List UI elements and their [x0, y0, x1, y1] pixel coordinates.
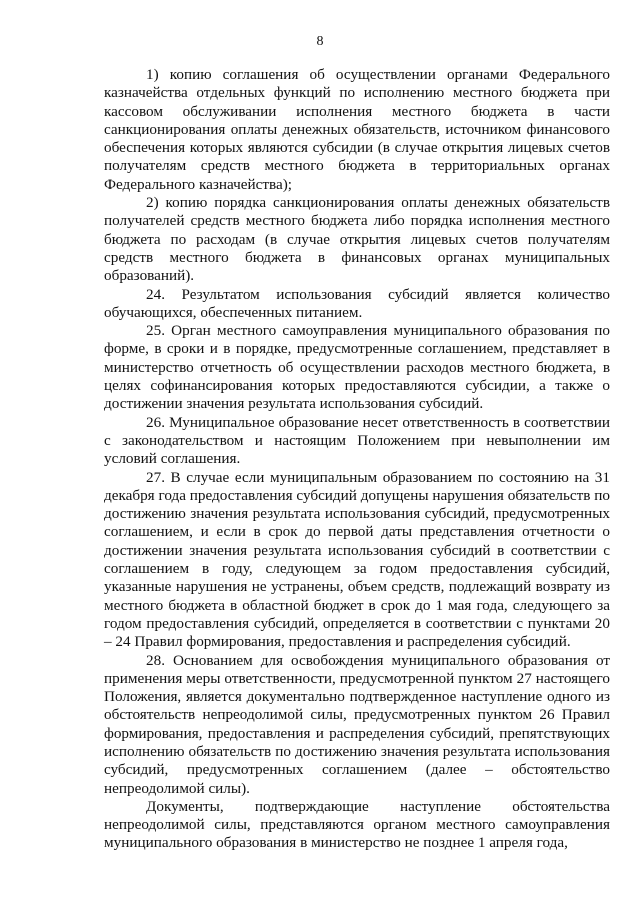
paragraph-27-violations: 27. В случае если муниципальным образованием по состоянию на 31 декабря года предоставления субсидий допущены нарушения обязательств по достижению значения результата использования субсидий, предусмотренных соглашением, и если в срок до первой даты представления отчетности о достижении значения результата использования субсидий в соответствии с соглашением в году, следующем за годом предоставления субсидий, указанные нарушения не устранены, объем средств, подлежащий возврату из местного бюджета в областной бюджет в срок до 1 мая года, следующего за годом предоставления субсидий, определяется в соответствии с пунктами 20 – 24 Правил формирования, предоставления и распределения субсидий.	[104, 468, 610, 651]
paragraph-24-result: 24. Результатом использования субсидий является количество обучающихся, обеспеченных питанием.	[104, 285, 610, 321]
paragraph-item-2-procedure-copy: 2) копию порядка санкционирования оплаты денежных обязательств получателей средств местного бюджета либо порядка исполнения местного бюджета по расходам (в случае открытия лицевых счетов получателям средств местного бюджета в финансовых органах муниципальных образований).	[104, 194, 610, 285]
paragraph-25-reporting: 25. Орган местного самоуправления муниципального образования по форме, в сроки и в порядке, предусмотренные соглашением, представляет в министерство отчетность об осуществлении расходов местного бюджета, в целях софинансирования которых предоставляются субсидии, а также о достижении значения результата использования субсидий.	[104, 322, 610, 413]
paragraph-documents: Документы, подтверждающие наступление обстоятельства непреодолимой силы, представляются органом местного самоуправления муниципального образования в министерство не позднее 1 апреля года,	[104, 797, 610, 852]
paragraph-26-responsibility: 26. Муниципальное образование несет ответственность в соответствии с законодательством и настоящим Положением при невыполнении им условий соглашения.	[104, 413, 610, 468]
page-number: 8	[316, 34, 324, 49]
paragraph-28-force-majeure: 28. Основанием для освобождения муниципального образования от применения меры ответственности, предусмотренной пунктом 27 настоящего Положения, является документально подтвержденное наступление одного из обстоятельств непреодолимой силы, предусмотренных пунктом 26 Правил формирования, предоставления и распределения субсидий, препятствующих исполнению обязательств по достижению значения результата использования субсидий, предусмотренных соглашением (далее – обстоятельство непреодолимой силы).	[104, 651, 610, 797]
paragraph-item-1-agreement-copy: 1) копию соглашения об осуществлении органами Федерального казначейства отдельных функций по исполнению местного бюджета при кассовом обслуживании исполнения местного бюджета в части санкционирования оплаты денежных обязательств, источником финансового обеспечения которых являются субсидии (в случае открытия лицевых счетов получателям средств местного бюджета в территориальных органах Федерального казначейства);	[104, 66, 610, 193]
document-body	[104, 66, 610, 853]
